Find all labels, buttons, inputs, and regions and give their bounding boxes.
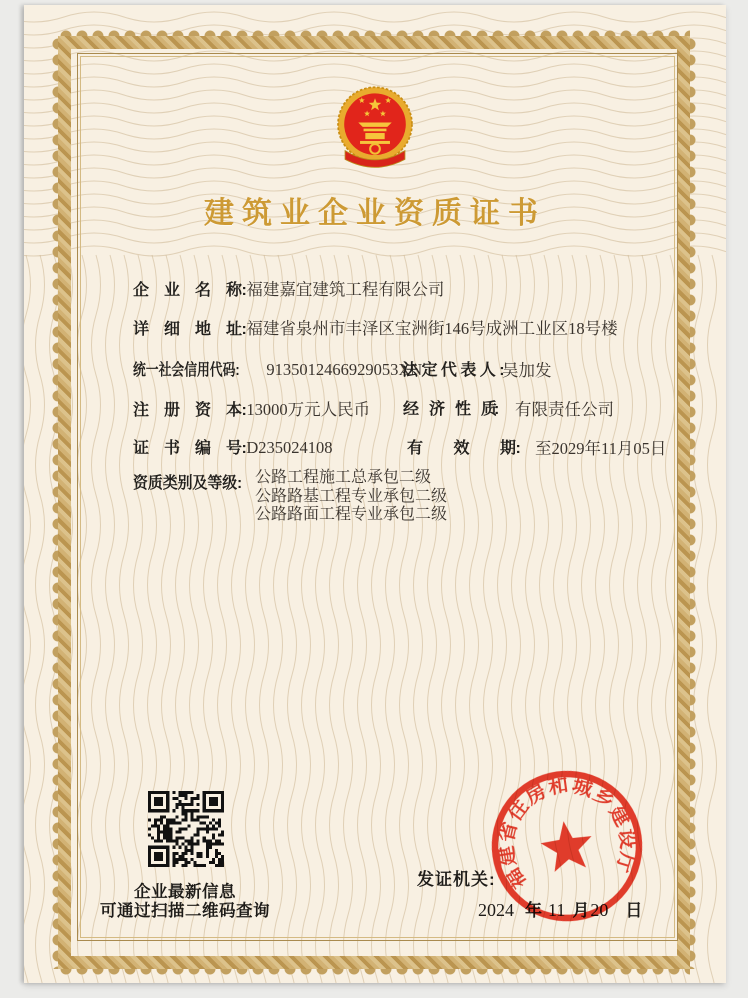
qualification-line: 公路路面工程专业承包二级	[255, 506, 448, 524]
field-row-company	[133, 276, 444, 300]
border-scallop-right	[690, 36, 700, 969]
date-month: 11	[548, 900, 566, 920]
capital-value: 13000万元人民币	[246, 400, 371, 419]
qualification-line: 公路工程施工总承包二级	[255, 469, 432, 486]
certificate-paper	[24, 5, 726, 983]
date-day: 20	[590, 900, 609, 920]
certificate-title: 建筑业企业资质证书	[204, 197, 546, 230]
seal-text: 福建省住房和城乡建设厅	[495, 774, 639, 893]
economic-value: 有限责任公司	[515, 400, 614, 419]
field-row-address	[133, 315, 618, 339]
border-scallop-top	[58, 26, 690, 36]
qr-code	[148, 791, 224, 867]
cert-no-value: D235024108	[246, 438, 333, 457]
field-row-certno-validity	[133, 435, 667, 458]
company-label: 企 业 名 称:	[133, 282, 247, 299]
credit-code-value: 9135012466929053XN	[266, 360, 423, 379]
validity-label: 有 效 期:	[407, 440, 521, 457]
date-month-unit: 月	[572, 901, 590, 920]
qualification-label: 资质类别及等级:	[133, 475, 243, 492]
address-value: 福建省泉州市丰泽区宝洲街146号成洲工业区18号楼	[246, 319, 618, 338]
validity-value: 至2029年11月05日	[535, 439, 667, 458]
field-row-qualification	[133, 470, 250, 493]
national-emblem-icon	[331, 82, 419, 177]
date-year: 2024	[478, 900, 514, 920]
cert-no-label: 证 书 编 号:	[133, 440, 247, 457]
date-day-unit: 日	[625, 901, 643, 920]
border-scallop-left	[48, 36, 58, 969]
date-year-unit: 年	[525, 901, 542, 920]
official-seal	[460, 739, 675, 954]
border-scallop-bottom	[58, 969, 690, 979]
address-label: 详 细 地 址:	[133, 321, 247, 338]
field-row-capital-economic	[133, 396, 614, 420]
qr-caption-line1: 企业最新信息	[134, 883, 236, 901]
qualification-list	[255, 469, 447, 525]
credit-code-label: 统一社会信用代码:	[133, 362, 240, 379]
company-value: 福建嘉宜建筑工程有限公司	[246, 280, 445, 299]
legal-rep-value: 吴加发	[502, 361, 552, 380]
field-row-credit-legal	[133, 357, 552, 380]
legal-rep-label: 法 定 代 表 人 :	[402, 362, 505, 379]
issuer-label: 发证机关:	[417, 870, 496, 889]
capital-label: 注 册 资 本:	[133, 402, 247, 419]
qr-caption	[85, 883, 285, 921]
economic-label: 经 济 性 质:	[403, 401, 497, 418]
qualification-line: 公路路基工程专业承包二级	[255, 487, 448, 505]
qr-caption-line2: 可通过扫描二维码查询	[100, 902, 270, 920]
